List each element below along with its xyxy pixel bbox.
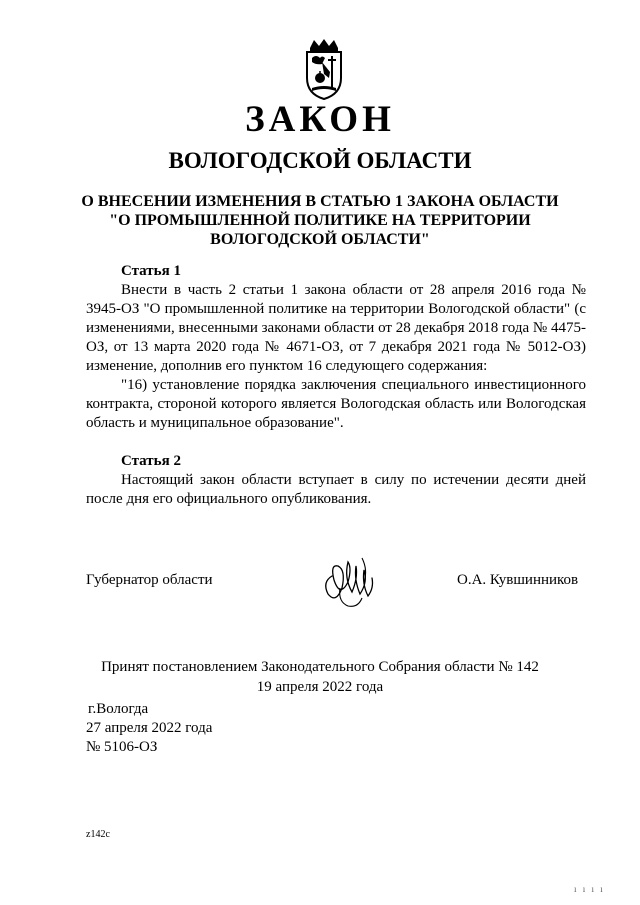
law-subject <box>60 192 580 249</box>
article-2-text: Настоящий закон области вступает в силу по истечении десяти дней после дня его официального опубликования. <box>86 472 586 507</box>
governor-label: Губернатор области <box>86 572 213 588</box>
article-2-heading: Статья 2 <box>121 453 181 469</box>
subject-line: ВОЛОГОДСКОЙ ОБЛАСТИ" <box>210 231 430 248</box>
law-number: № 5106-ОЗ <box>86 739 158 755</box>
city: г.Вологда <box>88 701 149 717</box>
adoption-line: Принят постановлением Законодательного Собрания области № 142 <box>101 659 539 675</box>
handwritten-signature-icon <box>318 548 380 612</box>
article-1-text: Внести в часть 2 статьи 1 закона области от 28 апреля 2016 года № 3945-ОЗ "О промышленной политике на территории Вологодской области" (с изменениями, внесенными законами области от 28 декабря 2018 года № 4475-ОЗ, от 13 марта 2020 года № 4671-ОЗ, от 7 декабря 2021 года № 5012-ОЗ) изменение, дополнив его пунктом 16 следующего содержания: <box>86 282 586 374</box>
governor-name: О.А. Кувшинников <box>457 572 579 588</box>
law-title: ЗАКОН <box>245 99 395 140</box>
adoption-date: 19 апреля 2022 года <box>256 679 384 695</box>
article-1-quote: "16) установление порядка заключения специального инвестиционного контракта, стороной которого является Вологодская область или Вологодская область и муниципальное образование". <box>86 377 586 431</box>
coat-of-arms-icon <box>302 38 346 100</box>
signing-date: 27 апреля 2022 года <box>86 720 213 736</box>
region-title: ВОЛОГОДСКОЙ ОБЛАСТИ <box>168 148 472 173</box>
adoption-note <box>0 657 640 697</box>
article-1-heading: Статья 1 <box>121 263 181 279</box>
subject-line: "О ПРОМЫШЛЕННОЙ ПОЛИТИКЕ НА ТЕРРИТОРИИ <box>109 212 531 229</box>
scan-marks: ı ı ı ı <box>574 884 605 894</box>
subject-line: О ВНЕСЕНИИ ИЗМЕНЕНИЯ В СТАТЬЮ 1 ЗАКОНА ОБЛАСТИ <box>81 193 559 210</box>
document-code: z142c <box>86 829 110 840</box>
